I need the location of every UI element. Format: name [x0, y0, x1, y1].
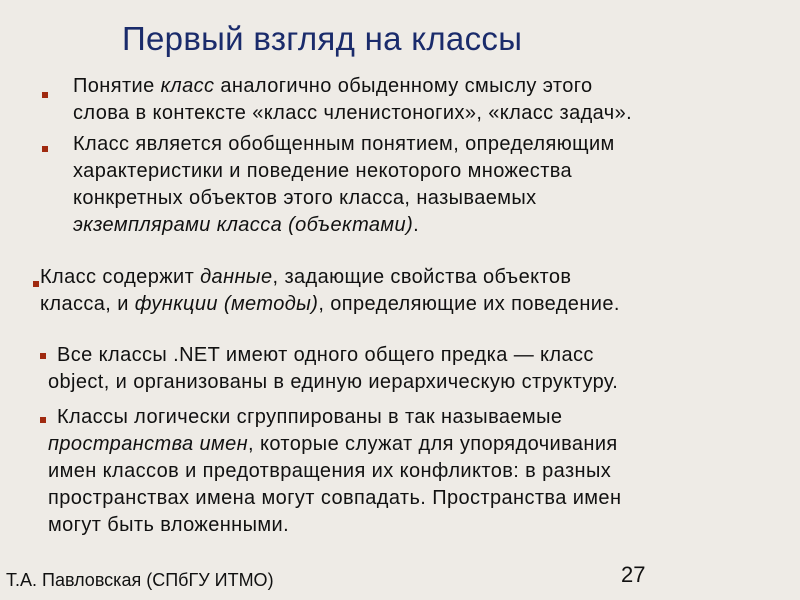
text-run: object, и организованы в единую иерархическую структуру. — [48, 371, 619, 393]
text-run: , задающие свойства объектов — [272, 266, 572, 288]
bullet-5-text — [48, 404, 621, 539]
bullet-marker — [40, 353, 46, 359]
text-run: Класс содержит — [40, 266, 201, 288]
text-run: , которые служат для упорядочивания — [248, 433, 618, 455]
text-run: . — [413, 214, 420, 236]
text-run: характеристики и поведение некоторого множества — [73, 160, 573, 182]
text-run: имен классов и предотвращения их конфликтов: в разных — [48, 460, 612, 482]
italic-term: пространства имен — [48, 433, 249, 455]
slide-title: Первый взгляд на классы — [122, 20, 523, 57]
bullet-marker — [33, 281, 39, 287]
text-run: Класс является обобщенным понятием, определяющим — [73, 133, 615, 155]
bullet-5-line-3 — [48, 458, 621, 485]
bullet-3-line-2 — [40, 291, 620, 318]
bullet-3-line-1 — [40, 264, 620, 291]
text-run: конкретных объектов этого класса, называемых — [73, 187, 537, 209]
bullet-1-line-1 — [73, 73, 632, 100]
bullet-5-line-4 — [48, 485, 621, 512]
bullet-4-line-1 — [48, 342, 618, 369]
italic-term: функции (методы) — [134, 293, 319, 315]
bullet-4-text — [48, 342, 618, 396]
italic-term: класс — [160, 75, 215, 97]
bullet-2-text — [73, 131, 615, 239]
text-run: аналогично обыденному смыслу этого — [214, 75, 593, 97]
text-run: Классы логически сгруппированы в так называемые — [57, 406, 563, 428]
bullet-5-line-5 — [48, 512, 621, 539]
text-run: , определяющие их поведение. — [318, 293, 620, 315]
bullet-3-text — [40, 264, 620, 318]
bullet-2-line-3 — [73, 185, 615, 212]
bullet-2-line-2 — [73, 158, 615, 185]
bullet-marker — [42, 92, 48, 98]
text-run: пространствах имена могут совпадать. Пространства имен — [48, 487, 622, 509]
bullet-4-line-2 — [48, 369, 618, 396]
bullet-5-line-1 — [48, 404, 621, 431]
text-run: могут быть вложенными. — [48, 514, 290, 536]
page-number: 27 — [621, 562, 646, 587]
bullet-1-text — [73, 73, 632, 127]
bullet-marker — [42, 146, 48, 152]
bullet-1-line-2 — [73, 100, 632, 127]
italic-term: данные — [200, 266, 273, 288]
bullet-2-line-4 — [73, 212, 615, 239]
text-run: Все классы .NET имеют одного общего предка — класс — [57, 344, 594, 366]
slide-footer: Т.А. Павловская (СПбГУ ИТМО) — [6, 570, 274, 590]
text-run: класса, и — [40, 293, 135, 315]
bullet-marker — [40, 417, 46, 423]
bullet-5-line-2 — [48, 431, 621, 458]
italic-term: экземплярами класса (объектами) — [73, 214, 414, 236]
text-run: Понятие — [73, 75, 161, 97]
bullet-2-line-1 — [73, 131, 615, 158]
text-run: слова в контексте «класс членистоногих», «класс задач». — [73, 102, 633, 124]
